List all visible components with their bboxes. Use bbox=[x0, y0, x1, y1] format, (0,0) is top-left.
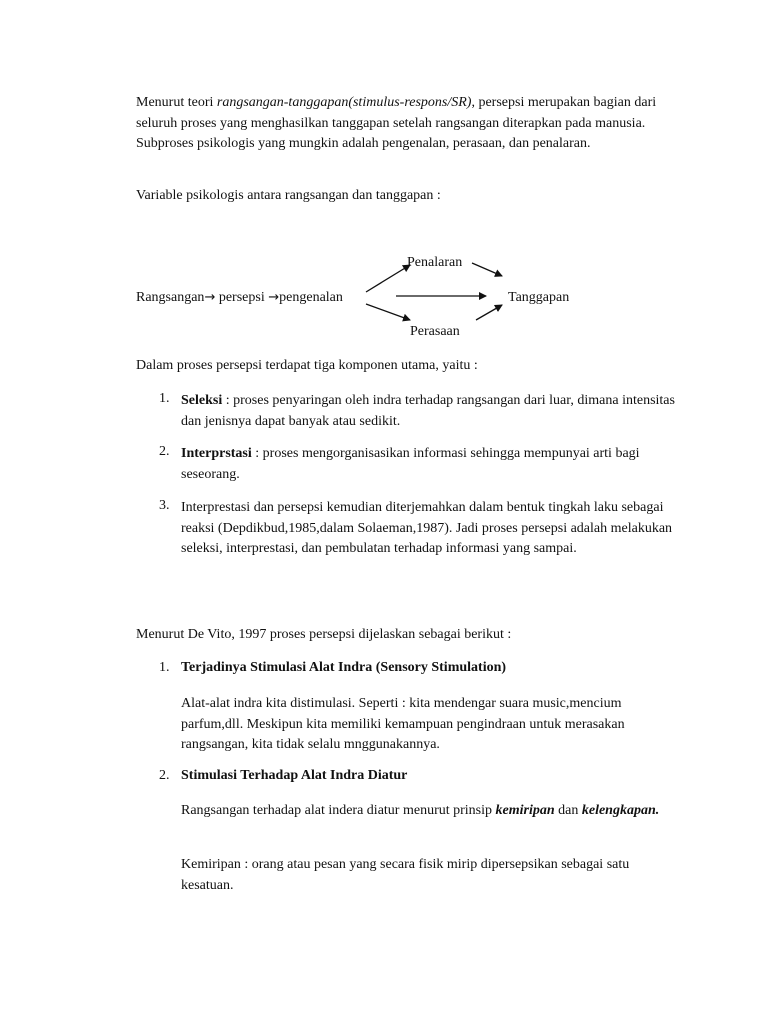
diagram-perasaan: Perasaan bbox=[410, 324, 460, 339]
list-item-text: : proses mengorganisasikan informasi sehingga mempunyai arti bagi seseorang. bbox=[181, 446, 640, 482]
list-item bbox=[181, 391, 681, 432]
inline-arrow-icon: → bbox=[204, 290, 216, 305]
diagram-penalaran: Penalaran bbox=[407, 255, 463, 270]
arrow-to-perasaan bbox=[366, 304, 410, 320]
arrow-to-penalaran bbox=[366, 265, 410, 292]
devito-heading: Menurut De Vito, 1997 proses persepsi dijelaskan sebagai berikut : bbox=[136, 627, 512, 642]
list-item-number: 3. bbox=[159, 498, 170, 513]
list-item-text: Interprestasi dan persepsi kemudian diterjemahkan dalam bentuk tingkah laku sebagai reaksi (Depdikbud,1985,dalam Solaeman,1987). Jadi proses persepsi adalah melakukan seleksi, interprestasi, dan pembulatan terhadap informasi yang sampai. bbox=[181, 500, 673, 557]
diagram-persepsi: persepsi bbox=[215, 290, 269, 305]
list-item-text: : proses penyaringan oleh indra terhadap rangsangan dari luar, dimana intensitas dan jenisnya dapat banyak atau sedikit. bbox=[181, 393, 675, 429]
diagram-rangsangan: Rangsangan bbox=[136, 290, 205, 305]
diagram-pengenalan: pengenalan bbox=[279, 290, 343, 305]
section-number: 1. bbox=[159, 660, 170, 675]
term-kelengkapan: kelengkapan. bbox=[581, 803, 660, 818]
list-item bbox=[181, 498, 681, 560]
list-item-number: 2. bbox=[159, 444, 170, 459]
inline-arrow-icon: → bbox=[268, 290, 280, 305]
intro-rest: , persepsi merupakan bagian dari seluruh proses yang menghasilkan tanggapan setelah rangsangan diterapkan pada manusia. Subproses psikologis yang mungkin adalah pengenalan, perasaan, dan penalaran. bbox=[136, 95, 657, 152]
list-item-title: Seleksi bbox=[181, 393, 223, 408]
intro-term: rangsangan-tanggapan(stimulus-respons/SR) bbox=[216, 95, 472, 110]
section-body: Kemiripan : orang atau pesan yang secara fisik mirip dipersepsikan sebagai satu kesatuan. bbox=[181, 857, 630, 893]
list-item-number: 1. bbox=[159, 391, 170, 406]
components-heading: Dalam proses persepsi terdapat tiga komponen utama, yaitu : bbox=[136, 358, 478, 373]
arrow-perasaan-to-tanggapan bbox=[476, 305, 502, 320]
section-number: 2. bbox=[159, 768, 170, 783]
section-title: Terjadinya Stimulasi Alat Indra (Sensory Stimulation) bbox=[181, 660, 507, 675]
intro-lead: Menurut teori bbox=[136, 95, 217, 110]
variable-heading: Variable psikologis antara rangsangan dan tanggapan : bbox=[136, 188, 441, 203]
term-kemiripan: kemiripan bbox=[495, 803, 555, 818]
section-body: Rangsangan terhadap alat indera diatur menurut prinsip kemiripan dan kelengkapan. bbox=[181, 803, 660, 818]
arrow-penalaran-to-tanggapan bbox=[472, 263, 502, 276]
diagram-tanggapan: Tanggapan bbox=[508, 290, 570, 305]
list-item bbox=[181, 444, 681, 485]
list-item-title: Interprstasi bbox=[181, 446, 252, 461]
section-title: Stimulasi Terhadap Alat Indra Diatur bbox=[181, 768, 408, 783]
section-body: Alat-alat indra kita distimulasi. Seperti : kita mendengar suara music,mencium parfum,dll. Meskipun kita memiliki kemampuan pengindraan untuk merasakan rangsangan, kita tidak selalu mnggunakannya. bbox=[181, 696, 625, 753]
